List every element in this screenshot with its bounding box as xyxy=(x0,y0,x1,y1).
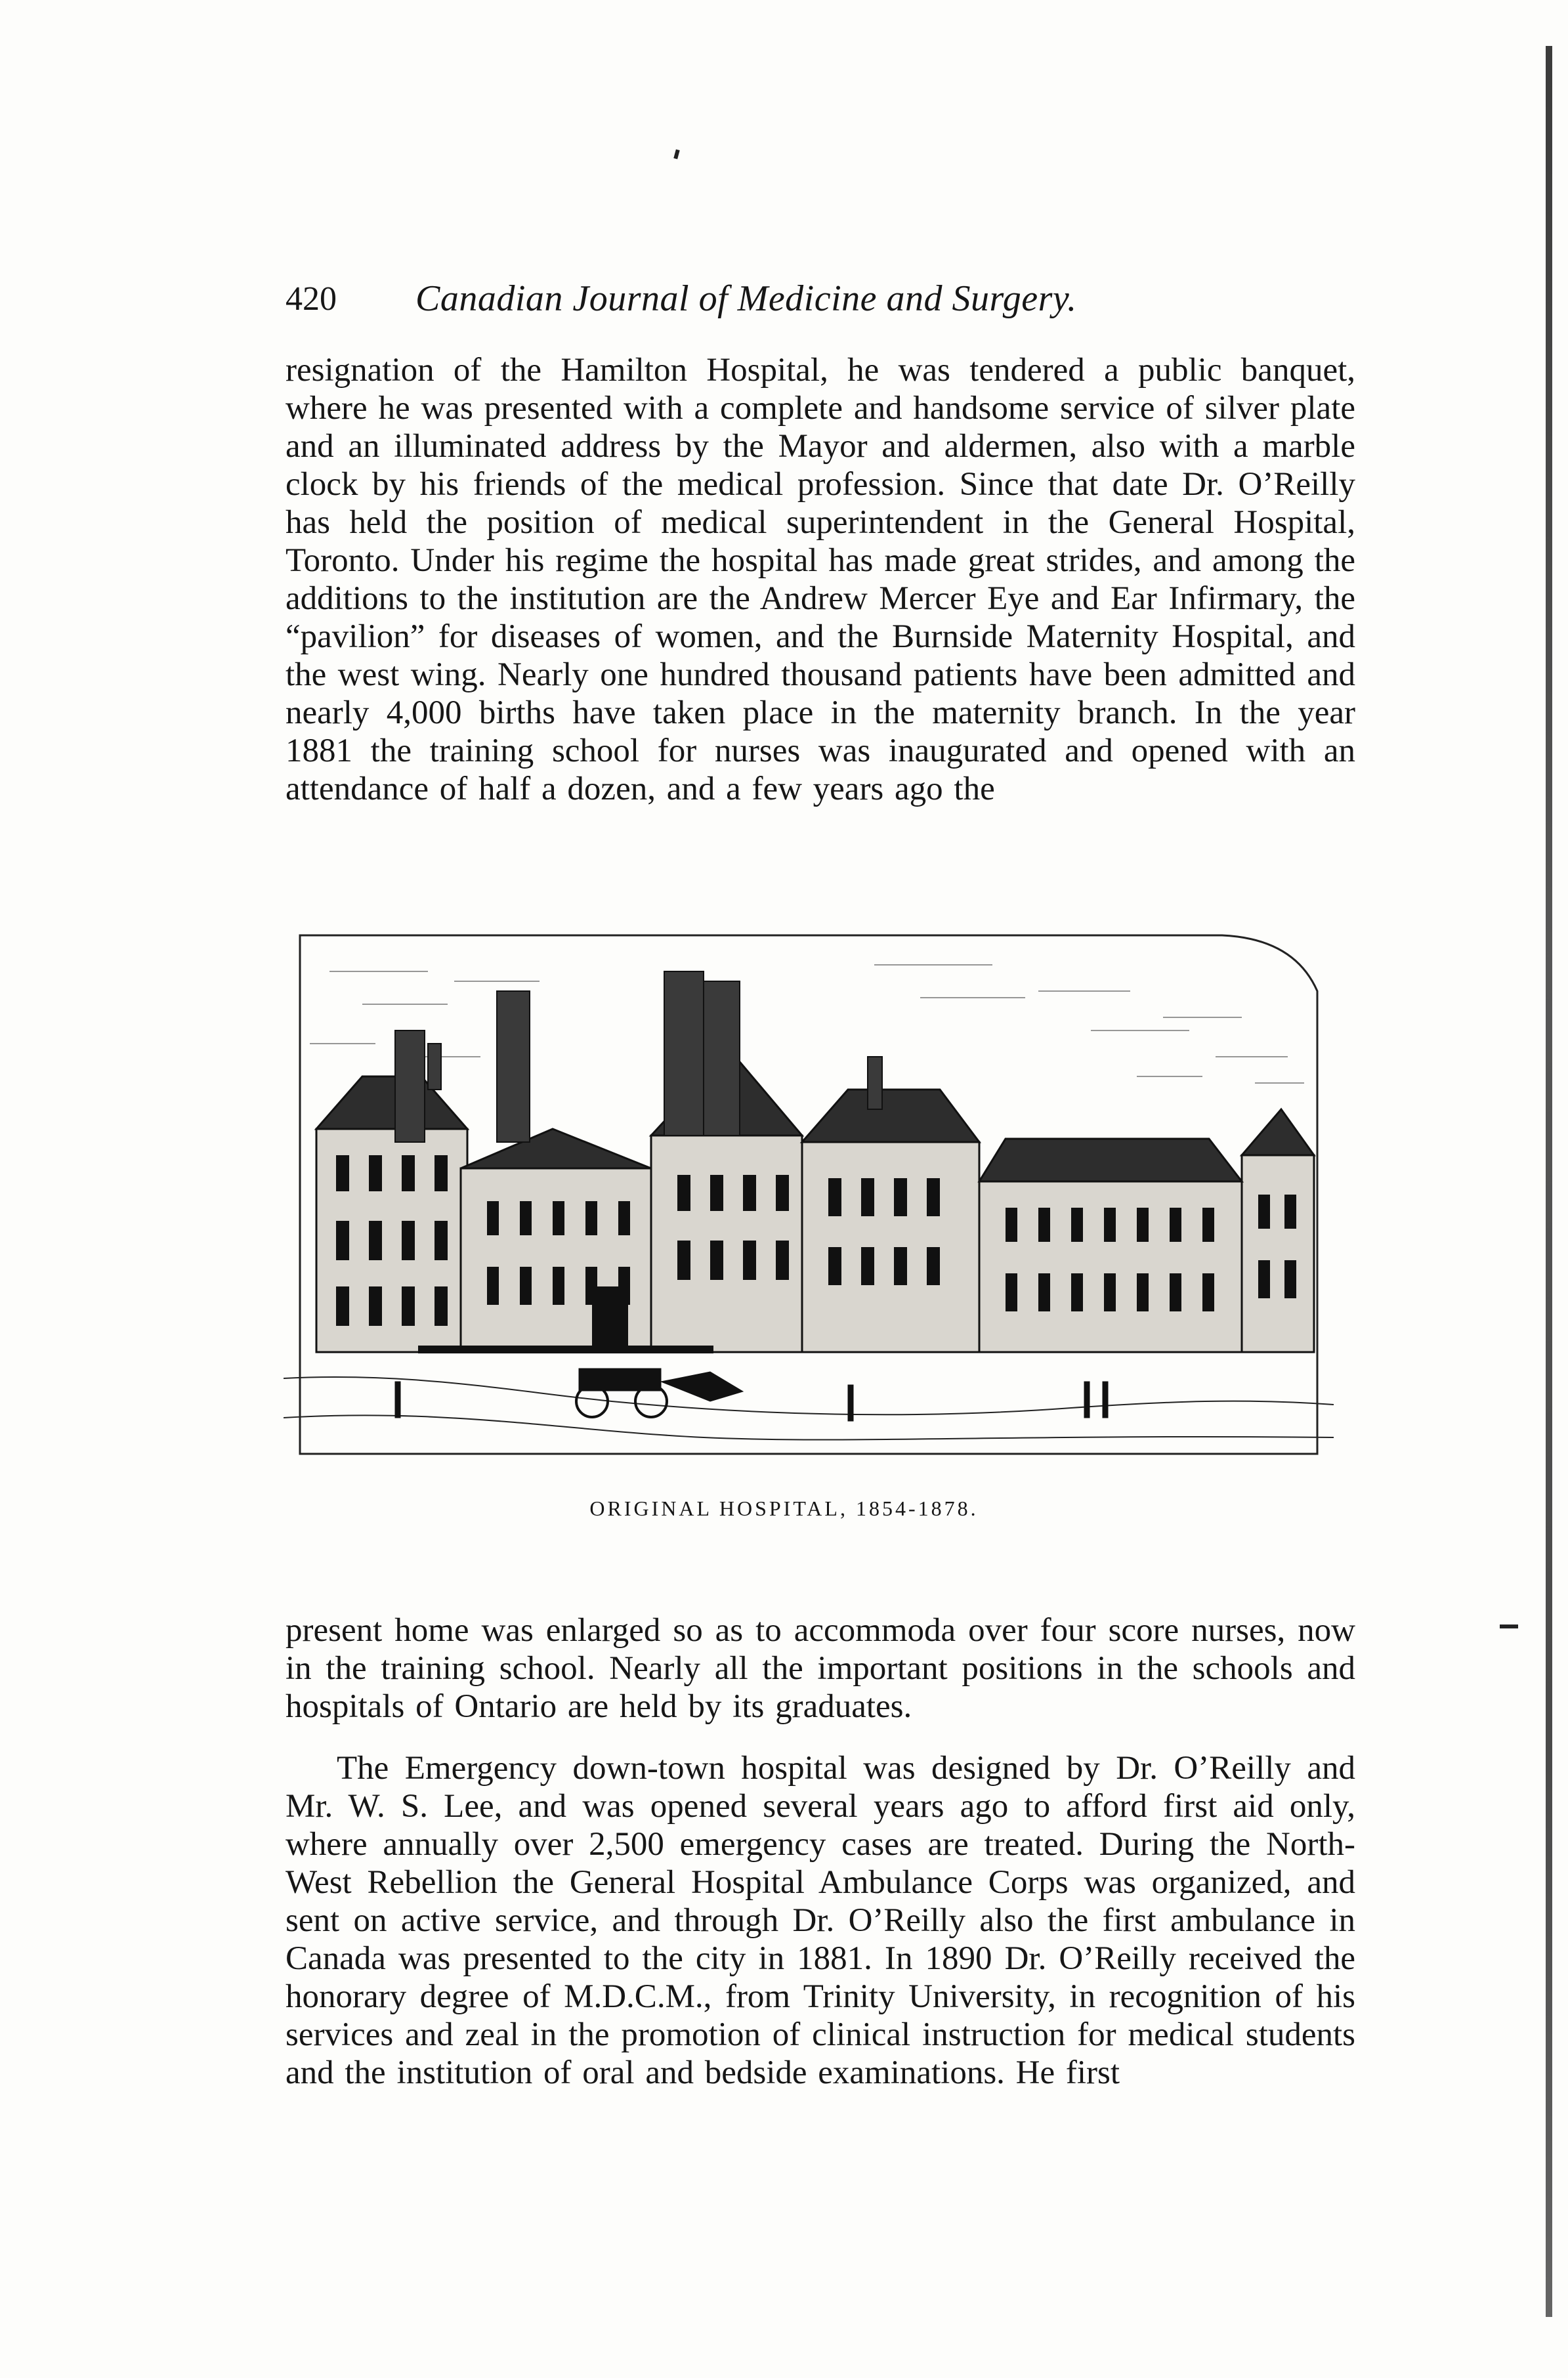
paragraph-1: resignation of the Hamilton Hospital, he was tendered a public banquet, where he was presented with a complete and handsome service of silver plate and an illuminated address by the Mayor and aldermen, also with a marble clock by his friends of the medical profession. Since that date Dr. O’Reilly has held the position of medical superintendent in the General Hospital, Toronto. Under his regime the hospital has made great strides, and among the additions to the institution are the Andrew Mercer Eye and Ear Infirmary, the “pavilion” for diseases of women, and the Burnside Maternity Hospital, and the west wing. Nearly one hundred thousand patients have been admitted and nearly 4,000 births have taken place in the maternity branch. In the year 1881 the training school for nurses was inaugurated and opened with an attendance of half a dozen, and a few years ago the xyxy=(286,352,1355,807)
paragraph-3: The Emergency down-town hospital was designed by Dr. O’Reilly and Mr. W. S. Lee, and was opened several years ago to afford first aid only, where annually over 2,500 emergency cases are treated. During the North-West Rebellion the General Hospital Ambulance Corps was organized, and sent on active service, and through Dr. O’Reilly also the first ambulance in Canada was presented to the city in 1881. In 1890 Dr. O’Reilly received the honorary degree of M.D.C.M., from Trinity University, in recognition of his services and zeal in the promotion of clinical instruction for medical students and the institution of oral and bedside examinations. He first xyxy=(286,1750,1355,2091)
text-block-top xyxy=(286,351,1355,808)
paragraph-2: present home was enlarged so as to accommoda over four score nurses, now in the training school. Nearly all the important positions in the schools and hospitals of Ontario are held by its graduates. xyxy=(286,1612,1355,1725)
binding-edge xyxy=(1546,46,1552,2317)
hospital-illustration xyxy=(284,919,1334,1470)
running-head xyxy=(286,269,1368,328)
page-number: 420 xyxy=(286,280,337,318)
text-block-bottom xyxy=(286,1749,1355,2092)
margin-dash xyxy=(1500,1624,1518,1628)
text-block-middle xyxy=(286,1611,1355,1726)
figure-caption: ORIGINAL HOSPITAL, 1854-1878. xyxy=(589,1497,979,1520)
page-mark xyxy=(673,149,679,159)
journal-title: Canadian Journal of Medicine and Surgery. xyxy=(415,278,1077,319)
